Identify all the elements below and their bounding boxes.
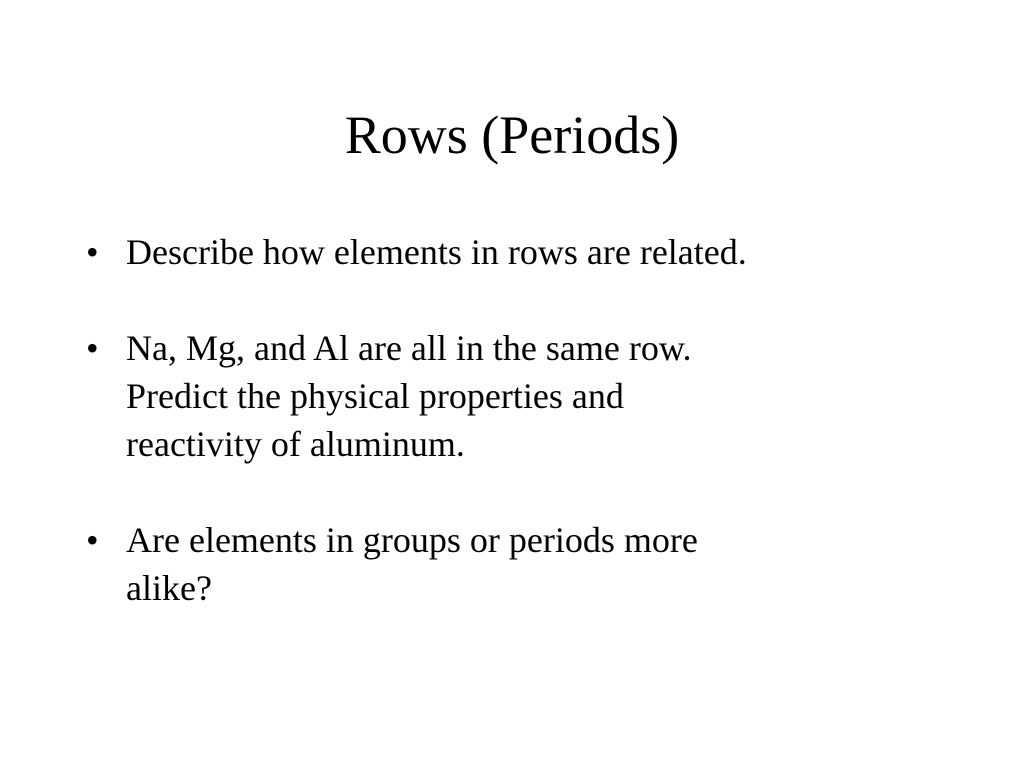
bullet-item-rows-related (86, 228, 966, 276)
bullet-line: Describe how elements in rows are related. (126, 232, 747, 272)
bullet-line: alike? (126, 568, 212, 608)
bullet-line: Predict the physical properties and (126, 376, 624, 416)
bullet-item-groups-vs-periods (86, 516, 966, 612)
slide-title: Rows (Periods) (344, 105, 680, 165)
bullet-item-predict-aluminum (86, 324, 966, 468)
bullet-icon: • (86, 520, 99, 560)
bullet-text (126, 228, 966, 276)
bullet-icon: • (86, 328, 99, 368)
bullet-text (126, 516, 966, 612)
bullet-icon: • (86, 232, 99, 272)
bullet-line: Are elements in groups or periods more (126, 520, 698, 560)
bullet-text (126, 324, 966, 468)
bullet-line: Na, Mg, and Al are all in the same row. (126, 328, 692, 368)
bullet-line: reactivity of aluminum. (126, 424, 465, 464)
bullet-list (86, 228, 966, 660)
